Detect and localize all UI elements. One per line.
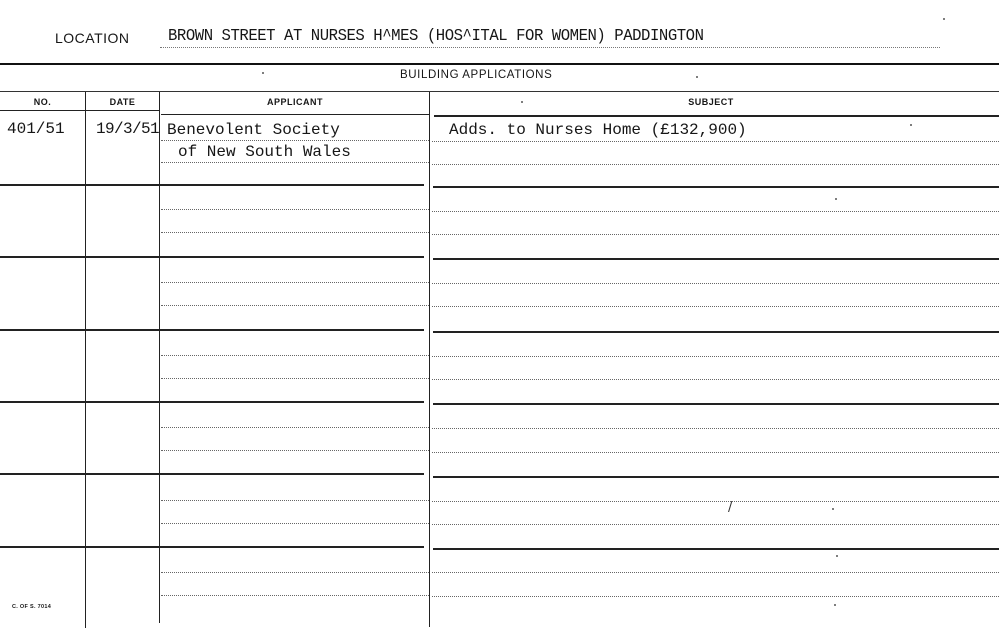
dotted-line [161,595,429,596]
scan-speck [836,555,838,557]
dotted-line [432,379,999,380]
header-bottom-rule-subject [434,115,999,117]
dotted-line [432,452,999,453]
location-value: BROWN STREET AT NURSES H^MES (HOS^ITAL FOR WOMEN) PADDINGTON [168,27,704,46]
col-no-header: NO. [33,97,52,107]
location-underline [160,47,940,48]
dotted-line [161,378,429,379]
entry-no: 401/51 [7,120,65,138]
scan-speck [910,124,912,126]
row-rule [433,258,999,260]
dotted-line [161,427,429,428]
form-number: C. OF S. 7014 [12,604,52,610]
dotted-line [432,596,999,597]
header-rule [0,91,999,92]
dotted-line [161,282,429,283]
dotted-line [161,232,429,233]
dotted-line [161,209,429,210]
dotted-line [432,428,999,429]
row-rule [0,473,424,475]
dotted-line [161,572,429,573]
dotted-line [161,500,429,501]
col-date-header: DATE [109,97,136,107]
scan-speck [943,18,945,20]
dotted-line [432,283,999,284]
dotted-line [161,355,429,356]
dotted-line [432,524,999,525]
dotted-line [432,234,999,235]
entry-applicant-line1: Benevolent Society [167,121,340,139]
location-label: LOCATION [55,30,130,46]
col-applicant-header: APPLICANT [267,97,323,107]
scan-speck [834,604,836,606]
card-title: BUILDING APPLICATIONS [400,69,553,81]
dotted-line [432,164,999,165]
dotted-line [432,141,999,142]
row-rule [0,546,424,548]
scan-speck [262,72,264,74]
row-rule [433,476,999,478]
dotted-line [161,450,429,451]
dotted-line [161,162,429,163]
row-rule [0,401,424,403]
divider-applicant-subject [429,92,430,627]
top-rule [0,63,999,65]
row-rule [433,548,999,550]
row-rule [433,403,999,405]
dotted-line [432,306,999,307]
entry-date: 19/3/51 [96,120,160,138]
scan-speck [521,101,523,103]
col-subject-header: SUBJECT [688,97,734,107]
row-rule [0,256,424,258]
row-rule [0,329,424,331]
header-bottom-rule-applicant [161,114,429,115]
dotted-line [432,356,999,357]
dotted-line [432,572,999,573]
dotted-line [161,140,429,141]
row-rule [433,186,999,188]
pen-mark: / [728,500,733,515]
header-bottom-rule-left [0,110,160,111]
entry-subject: Adds. to Nurses Home (£132,900) [449,121,747,139]
scan-speck [696,76,698,78]
row-rule [0,184,424,186]
scan-speck [835,198,837,200]
row-rule [433,331,999,333]
dotted-line [432,501,999,502]
divider-date-applicant [159,92,160,623]
dotted-line [161,305,429,306]
dotted-line [432,211,999,212]
dotted-line [161,523,429,524]
entry-applicant-line2: of New South Wales [178,143,351,161]
scan-speck [832,508,834,510]
